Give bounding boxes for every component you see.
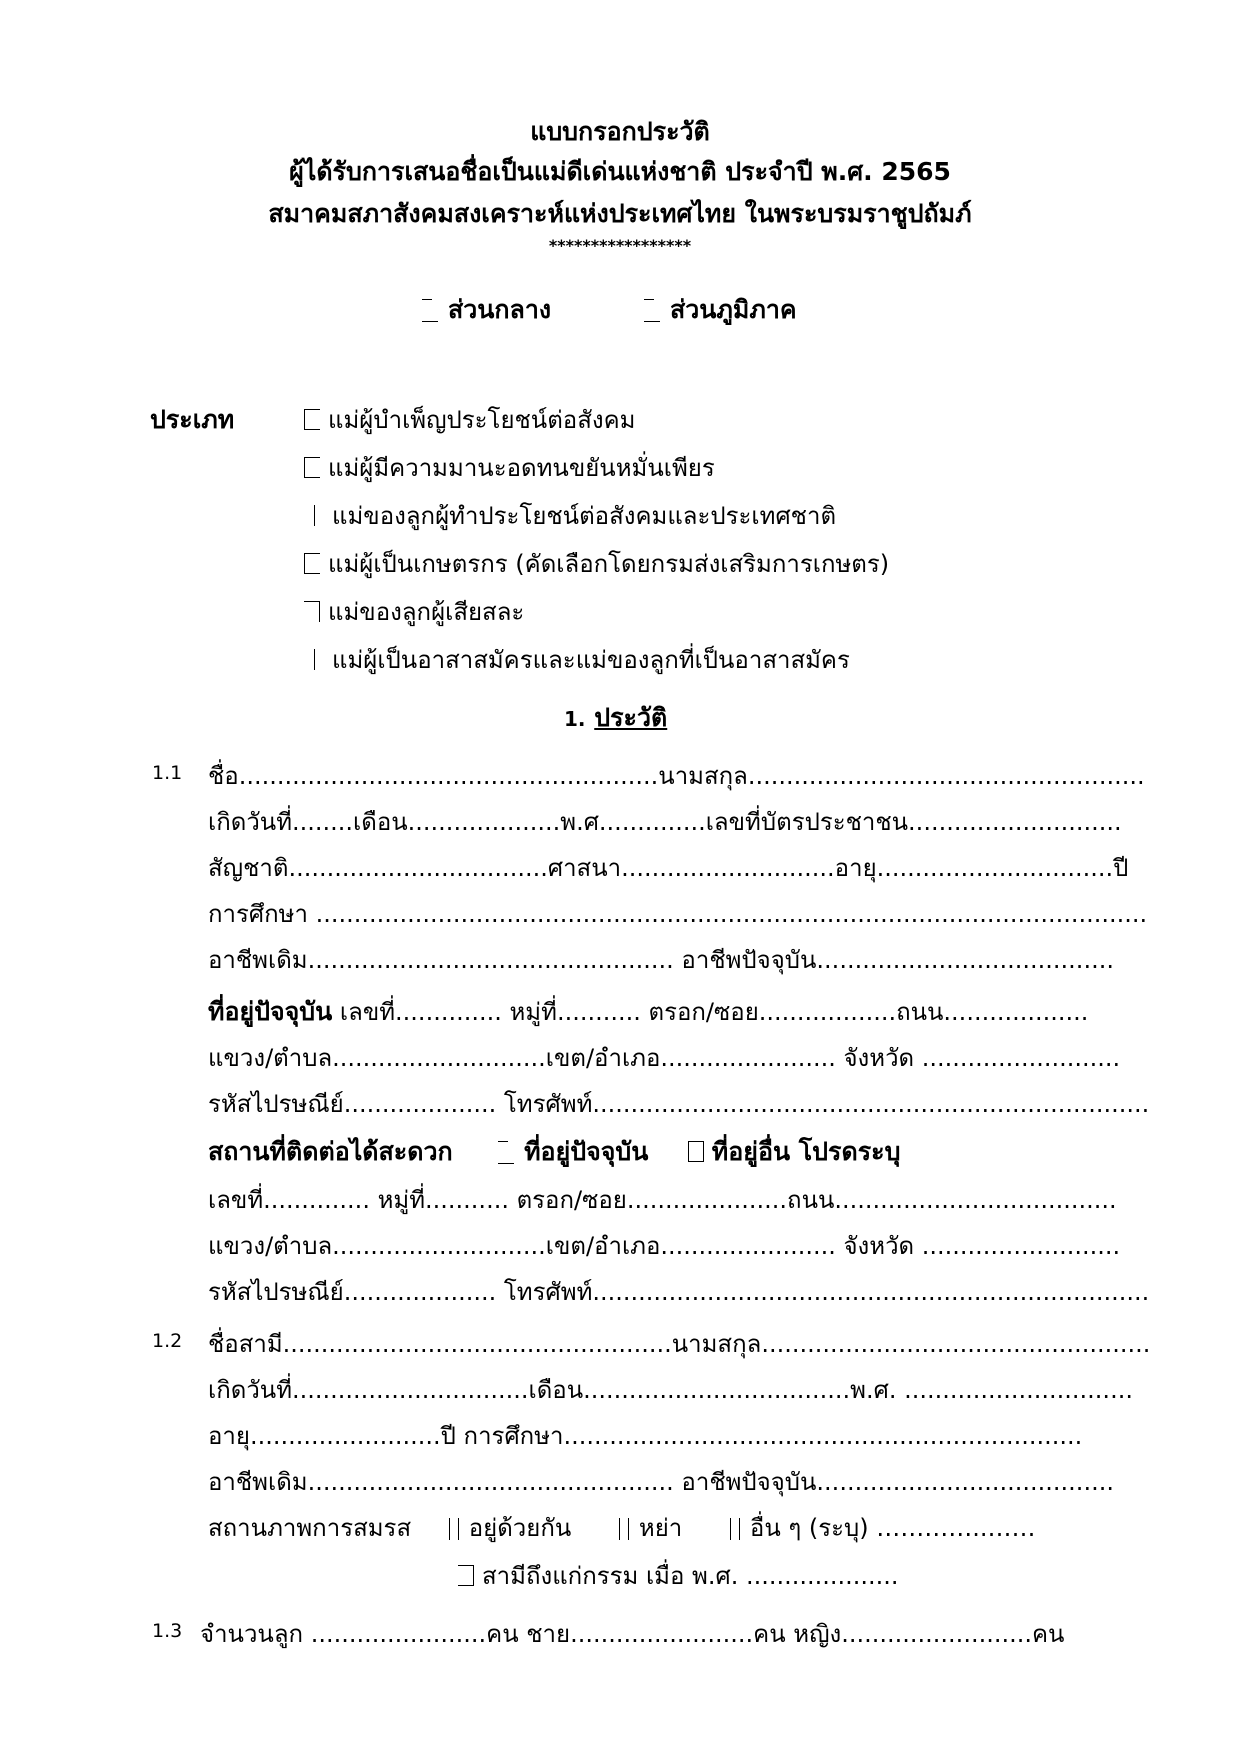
category-option-6[interactable] [314,640,850,679]
marital-other-checkbox[interactable] [730,1518,740,1540]
marital-divorced-checkbox[interactable] [619,1518,629,1540]
category-option-label: แม่ผู้เป็นอาสาสมัครและแม่ของลูกที่เป็นอาสาสมัคร [332,646,850,674]
spouse-birth-line[interactable]: เกิดวันที่...............................เดือน...................................พ.ศ. .............................. [208,1376,1133,1404]
category-label: ประเภท [150,405,235,434]
marital-status-label: สถานภาพการสมรส [208,1514,412,1542]
current-address-line[interactable] [208,992,1088,1032]
contact-postal-line[interactable]: รหัสไปรษณีย์.................... โทรศัพท์......................................................................... [208,1278,1150,1306]
current-postal-line[interactable]: รหัสไปรษณีย์.................... โทรศัพท์......................................................................... [208,1090,1150,1118]
category-option-label: แม่ของลูกผู้เสียสละ [328,598,525,626]
marital-together-label: อยู่ด้วยกัน [468,1514,572,1542]
marital-divorced-label: หย่า [638,1514,683,1542]
contact-other-checkbox[interactable] [688,1141,704,1162]
name-line[interactable]: ชื่อ.......................................................นามสกุล.................................................... [208,762,1145,790]
section-1-3-number: 1.3 [152,1620,183,1642]
occupation-line[interactable]: อาชีพเดิม................................................ อาชีพปัจจุบัน....................................... [208,946,1114,974]
form-subtitle: ผู้ได้รับการเสนอชื่อเป็นแม่ดีเด่นแห่งชาติ ประจำปี พ.ศ. 2565 [289,157,951,186]
organization-name: สมาคมสภาสังคมสงเคราะห์แห่งประเทศไทย ในพระบรมราชูปถัมภ์ [268,199,972,228]
checkbox-icon[interactable] [304,553,320,574]
category-option-4[interactable] [304,544,889,583]
current-address-label: ที่อยู่ปัจจุบัน [208,997,333,1026]
spouse-age-line[interactable]: อายุ.........................ปี การศึกษา.................................................................... [208,1422,1083,1450]
contact-place-label: สถานที่ติดต่อได้สะดวก [208,1137,453,1166]
spouse-name-line[interactable]: ชื่อสามี...................................................นามสกุล................................................... [208,1330,1151,1358]
section-number: 1. [564,707,586,731]
category-option-label: แม่ผู้มีความมานะอดทนขยันหมั่นเพียร [328,454,715,482]
widow-line[interactable] [458,1556,899,1595]
marital-status-line [208,1508,1036,1547]
marital-other-label: อื่น ๆ (ระบุ) …………..…… [749,1514,1036,1542]
contact-address-line[interactable]: เลขที่.............. หมู่ที่........... ตรอก/ซอย.....................ถนน..................................... [208,1186,1117,1214]
section-1-2-number: 1.2 [152,1330,183,1352]
education-line[interactable]: การศึกษา ............................................................................................................. [208,900,1148,928]
children-count-line[interactable]: จำนวนลูก .......................คน ชาย........................คน หญิง.........................คน [200,1620,1065,1648]
section-1-1-number: 1.1 [152,762,183,784]
contact-subdistrict-line[interactable]: แขวง/ตำบล............................เขต/อำเภอ....................... จังหวัด .......................... [208,1232,1121,1260]
birth-id-line[interactable]: เกิดวันที่........เดือน....................พ.ศ..............เลขที่บัตรประชาชน............................ [208,808,1122,836]
category-option-label: แม่ของลูกผู้ทำประโยชน์ต่อสังคมและประเทศชาติ [332,502,837,530]
central-checkbox[interactable] [422,299,438,322]
current-subdistrict-line[interactable]: แขวง/ตำบล............................เขต/อำเภอ....................... จังหวัด .......................... [208,1044,1121,1072]
category-option-label: แม่ผู้เป็นเกษตรกร (คัดเลือกโดยกรมส่งเสริมการเกษตร) [328,550,890,578]
category-option-2[interactable] [304,448,715,487]
regional-checkbox[interactable] [644,299,660,322]
marital-together-checkbox[interactable] [449,1518,459,1540]
checkbox-icon[interactable] [304,457,320,478]
section-1-heading [564,698,667,738]
category-option-label: แม่ผู้บำเพ็ญประโยชน์ต่อสังคม [328,406,636,434]
stars-divider: ***************** [548,236,692,255]
widow-label: สามีถึงแก่กรรม เมื่อ พ.ศ. .................... [482,1562,899,1590]
section-title: ประวัติ [594,703,668,732]
region-central-label: ส่วนกลาง [448,295,552,324]
checkbox-icon[interactable] [304,601,320,622]
contact-other-label: ที่อยู่อื่น โปรดระบุ [711,1137,901,1166]
category-option-1[interactable] [304,400,635,439]
category-option-3[interactable] [314,496,836,535]
nationality-line[interactable]: สัญชาติ..................................ศาสนา............................อายุ...............................ปี [208,854,1129,882]
widow-checkbox[interactable] [458,1565,474,1586]
region-central-option[interactable] [422,290,551,330]
spouse-occupation-line[interactable]: อาชีพเดิม................................................ อาชีพปัจจุบัน....................................... [208,1468,1114,1496]
checkbox-icon[interactable] [314,505,324,526]
checkbox-icon[interactable] [314,649,324,670]
category-option-5[interactable] [304,592,524,631]
region-regional-option[interactable] [644,290,797,330]
form-title: แบบกรอกประวัติ [530,117,710,146]
current-address-fields[interactable]: เลขที่.............. หมู่ที่........... ตรอก/ซอย..................ถนน................... [332,998,1089,1026]
contact-place-line [208,1132,900,1172]
contact-current-checkbox[interactable] [498,1141,514,1164]
checkbox-icon[interactable] [304,409,320,430]
region-regional-label: ส่วนภูมิภาค [670,295,797,324]
contact-current-label: ที่อยู่ปัจจุบัน [524,1137,649,1166]
